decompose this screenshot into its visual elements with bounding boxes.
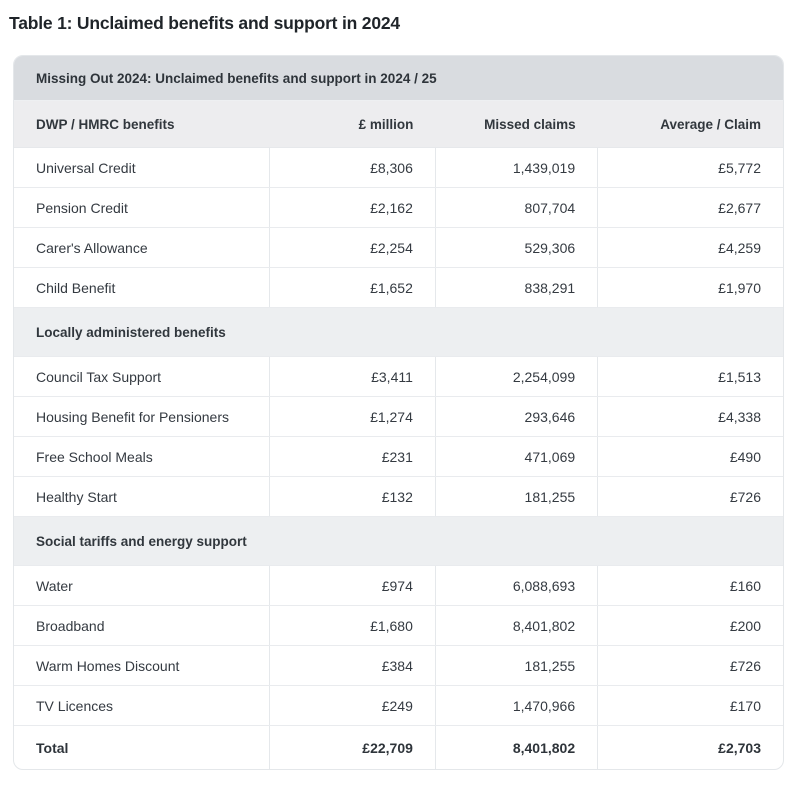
table-row — [14, 606, 783, 646]
table-row — [14, 228, 783, 268]
average-claim-cell: £4,259 — [598, 228, 783, 268]
benefits-table — [14, 101, 783, 769]
average-claim-cell: £1,513 — [598, 357, 783, 397]
million-cell: £8,306 — [269, 148, 435, 188]
table-row — [14, 437, 783, 477]
missed-claims-cell: 529,306 — [435, 228, 597, 268]
average-claim-cell: £726 — [598, 477, 783, 517]
million-cell: £2,162 — [269, 188, 435, 228]
million-cell: £22,709 — [269, 726, 435, 770]
column-header-average-claim: Average / Claim — [598, 101, 783, 148]
total-row — [14, 726, 783, 770]
million-cell: £132 — [269, 477, 435, 517]
benefit-name-cell: Broadband — [14, 606, 269, 646]
table-row — [14, 566, 783, 606]
benefit-name-cell: Carer's Allowance — [14, 228, 269, 268]
million-cell: £2,254 — [269, 228, 435, 268]
average-claim-cell: £4,338 — [598, 397, 783, 437]
average-claim-cell: £160 — [598, 566, 783, 606]
table-row — [14, 268, 783, 308]
average-claim-cell: £170 — [598, 686, 783, 726]
benefit-name-cell: Total — [36, 740, 69, 756]
average-claim-cell: £2,703 — [598, 726, 783, 770]
benefit-name-cell: Child Benefit — [14, 268, 269, 308]
million-cell: £1,680 — [269, 606, 435, 646]
missed-claims-cell: 8,401,802 — [435, 606, 597, 646]
average-claim-cell: £5,772 — [598, 148, 783, 188]
missed-claims-cell: 1,439,019 — [435, 148, 597, 188]
section-heading-row — [14, 308, 783, 357]
page-title: Table 1: Unclaimed benefits and support in 2024 — [9, 13, 400, 33]
missed-claims-cell: 8,401,802 — [435, 726, 597, 770]
benefits-table-card — [13, 55, 784, 770]
table-row — [14, 397, 783, 437]
missed-claims-cell: 181,255 — [435, 477, 597, 517]
table-row — [14, 477, 783, 517]
column-header-missed-claims: Missed claims — [435, 101, 597, 148]
table-body — [14, 148, 783, 770]
average-claim-cell: £2,677 — [598, 188, 783, 228]
missed-claims-cell: 6,088,693 — [435, 566, 597, 606]
table-row — [14, 148, 783, 188]
benefit-name-cell: TV Licences — [14, 686, 269, 726]
benefit-name-cell: Housing Benefit for Pensioners — [14, 397, 269, 437]
average-claim-cell: £490 — [598, 437, 783, 477]
table-row — [14, 686, 783, 726]
table-row — [14, 188, 783, 228]
column-header-million: £ million — [269, 101, 435, 148]
missed-claims-cell: 471,069 — [435, 437, 597, 477]
average-claim-cell: £726 — [598, 646, 783, 686]
table-column-header-row — [14, 101, 783, 148]
benefit-name-cell: Free School Meals — [14, 437, 269, 477]
million-cell: £3,411 — [269, 357, 435, 397]
missed-claims-cell: 838,291 — [435, 268, 597, 308]
million-cell: £249 — [269, 686, 435, 726]
missed-claims-cell: 1,470,966 — [435, 686, 597, 726]
million-cell: £384 — [269, 646, 435, 686]
average-claim-cell: £1,970 — [598, 268, 783, 308]
benefit-name-cell: Water — [14, 566, 269, 606]
table-row — [14, 357, 783, 397]
missed-claims-cell: 293,646 — [435, 397, 597, 437]
benefit-name-cell: Universal Credit — [14, 148, 269, 188]
million-cell: £1,652 — [269, 268, 435, 308]
benefit-name-cell: Pension Credit — [14, 188, 269, 228]
missed-claims-cell: 2,254,099 — [435, 357, 597, 397]
section-heading: Locally administered benefits — [14, 308, 783, 357]
table-header-band: Missing Out 2024: Unclaimed benefits and support in 2024 / 25 — [14, 56, 783, 101]
table-row — [14, 646, 783, 686]
million-cell: £1,274 — [269, 397, 435, 437]
missed-claims-cell: 181,255 — [435, 646, 597, 686]
column-header-benefits: DWP / HMRC benefits — [14, 101, 269, 148]
benefit-name-cell: Warm Homes Discount — [14, 646, 269, 686]
benefit-name-cell: Council Tax Support — [14, 357, 269, 397]
million-cell: £231 — [269, 437, 435, 477]
missed-claims-cell: 807,704 — [435, 188, 597, 228]
benefit-name-cell: Healthy Start — [14, 477, 269, 517]
million-cell: £974 — [269, 566, 435, 606]
section-heading-row — [14, 517, 783, 566]
section-heading: Social tariffs and energy support — [14, 517, 783, 566]
average-claim-cell: £200 — [598, 606, 783, 646]
